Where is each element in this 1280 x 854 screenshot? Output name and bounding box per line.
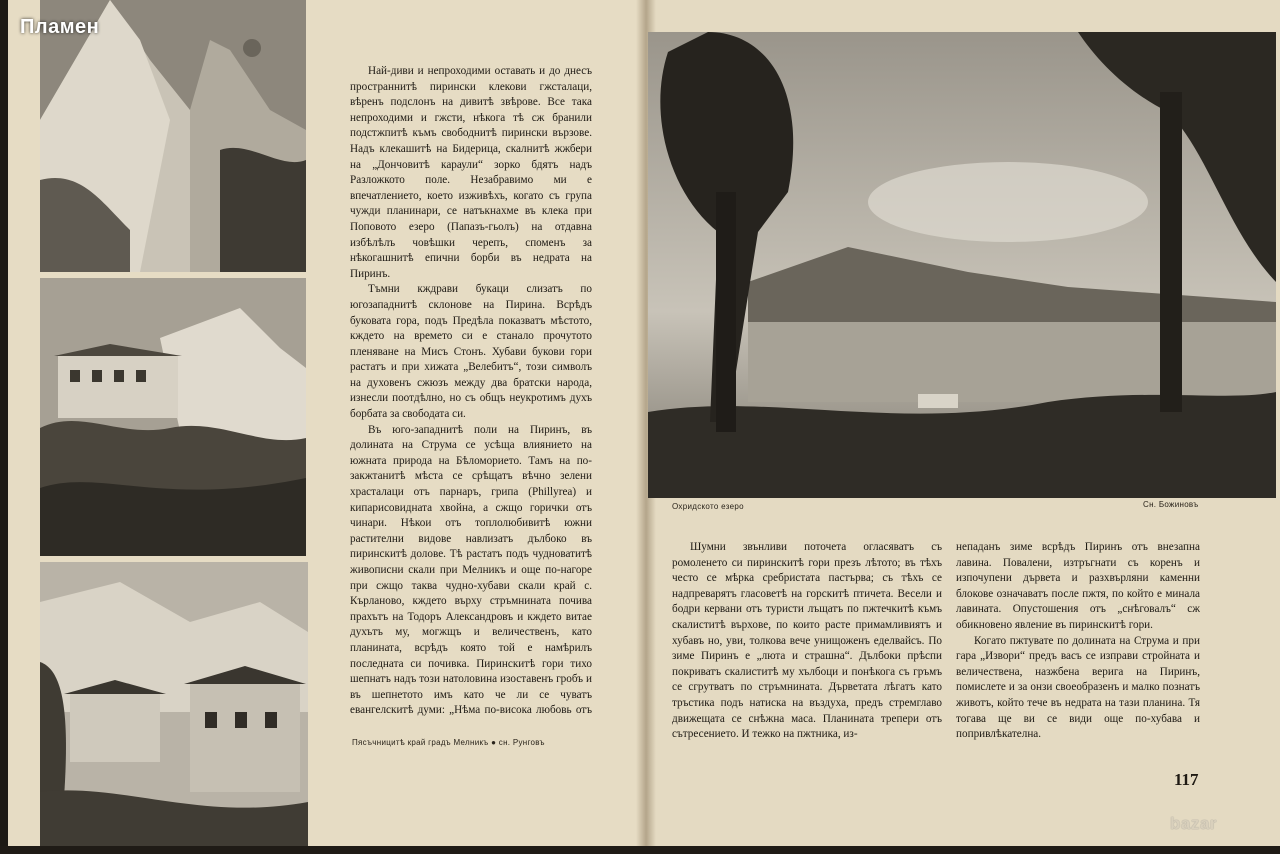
paragraph: Най-диви и непроходими оставать и до днесъ пространнитѣ пирински клекови гжсталаци, вѣренъ подслонъ на дивитѣ звѣрове. Все така непроходими и гжсти, нѣкога тѣ сж бранили подстжпитѣ къмъ свободнитѣ пирински вързове. Надъ клекашитѣ на Бидерица, скалнитѣ жжбери на „Дончовитѣ караули“ зорко бдятъ надъ Разложкото поле. Незабравимо ми е впечатлението, което изживѣхъ, когато съ група чужди планинари, се натъкнахме въ клека при Поповото езеро (Папазъ-гьолъ) на отдавна избѣлѣлъ човѣшки черепъ, споменъ за нѣкогашнитѣ епични борби въ недрата на Пиринъ. [350, 65, 592, 280]
paragraph: Шумни звънливи поточета огласяватъ съ ромоленето си пиринскитѣ гори презъ лѣтото; въ тѣхъ често се мѣрка сребристата пастърва; съ тѣхъ се надпреварятъ гласоветѣ на горскитѣ птичета. Весели и бодри кервани отъ туристи лъщатъ по пжтечкитѣ къмъ скалиститѣ върхове, по които расте примамливиятъ и хубавъ но, уви, толкова вече унищоженъ еделвайсъ. По зиме Пиринъ е „люта и страшна“. Дълбоки прѣспи покриватъ скалиститѣ му хълбоци и понѣкога съ гръмъ се сгрутватъ по стръмнината. Дърветата лѣгатъ като тръстика подъ натиска на въздуха, предъ стремглаво движещата се снѣжна маса. Планината трепери отъ сътресението. И тежко на пжтника, из- [672, 541, 942, 741]
right-photo-caption-left: Охридското езеро [672, 502, 744, 511]
bazar-logo: bazar [1170, 814, 1217, 833]
right-text-column-2 [956, 540, 1200, 750]
photo-ohrid-lake [648, 32, 1276, 498]
paragraph: Тъмни кждрави букаци слизатъ по югозападнитѣ склонове на Пирина. Всрѣдъ буковата гора, подъ Предѣла показватъ мѣстото, кждето на времето си е станало прочутото пленяване на Мисъ Стонъ. Хубави букови гори растатъ и при хижата „Велебитъ“, този символъ на духовенъ сжюзъ между два братски народа, изнесли поотдѣлно, но съ общъ неукротимъ духъ борбата за свободата си. [350, 283, 592, 421]
right-text-column-1 [672, 540, 942, 772]
paragraph: непаданъ зиме всрѣдъ Пиринъ отъ внезапна лавина. Повалени, изтръгнати съ коренъ и изпочупени дървета и разхвърляни каменни блокове означаватъ после пжтя, по който е минала лавината. Опустошения отъ „снѣговалъ“ сж обикновено явление въ пиринскитѣ гори. [956, 541, 1200, 631]
left-photo-caption: Пясъчницитѣ край градъ Мелникъ ● сн. Рунговъ [352, 738, 545, 747]
photo-melnik-houses [40, 278, 306, 556]
photo-sand-pyramids-1 [40, 0, 306, 272]
paragraph: Въ юго-западнитѣ поли на Пиринъ, въ долината на Струма се усѣща влиянието на южната природа на Бѣломорието. Тамъ на по-закжтанитѣ мѣста се срѣщатъ вѣчно зелени храсталаци отъ парнаръ, грипа (Phillyrea) и кипарисовидната хвойна, а сжщо горички отъ чинари. Нѣкои отъ топлолюбивитѣ южни растителни видове навлизатъ дълбоко въ пиринскитѣ долове. Тѣ растатъ подъ чудноватитѣ живописни скали при Мелникъ и още по-нагоре при сжщо таква чудно-хубави скали край с. Кърланово, кждето върху стръмнината почива прахътъ на Тодоръ Александровъ и кждето витае духътъ му, могжщъ и величественъ, като планината, всрѣдъ която той е намѣрилъ последната си почивка. Пиринскитѣ гори тихо шепнатъ надъ този натоловина изоставенъ гробъ и въ шепнетото имъ като че ли се чуватъ евангелскитѣ думи: „Нѣма по-висока любовь отъ [350, 423, 592, 717]
paragraph: Когато пжтувате по долината на Струма и при гара „Извори“ предъ васъ се изправи стройната и величествена, назжбена верига на Пиринъ, помислете и за онзи своеобразенъ и малко познатъ животъ, който тече въ недрата на тази планина. Тя тогава ще ви се види още по-хубава и попривлѣкателна. [956, 634, 1200, 741]
book-edge-bottom [0, 846, 1280, 854]
photo-melnik-town [40, 562, 308, 846]
right-photo-caption-right: Сн. Божиновъ [1143, 500, 1199, 509]
watermark-text: Пламен [20, 16, 100, 38]
page-number: 117 [1174, 770, 1199, 789]
left-text-column [350, 64, 592, 720]
